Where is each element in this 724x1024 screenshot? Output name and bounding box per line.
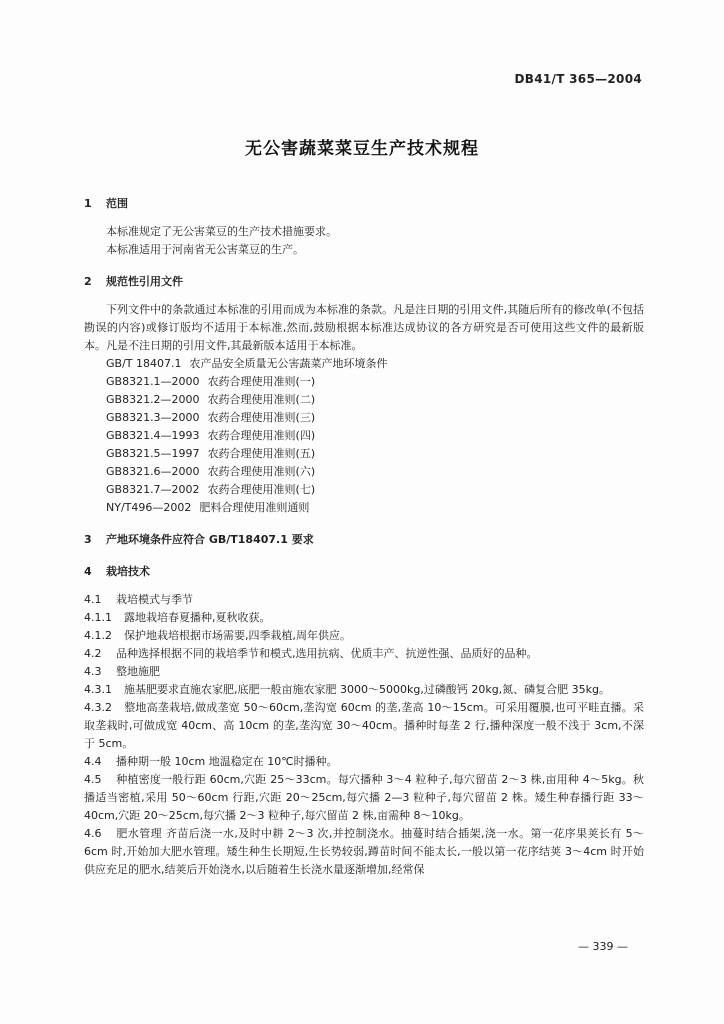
reference-code: GB8321.1—2000 (106, 375, 200, 388)
section-title: 产地环境条件应符合 GB/T18407.1 要求 (106, 533, 314, 546)
clause (84, 627, 644, 645)
section-title: 范围 (106, 197, 128, 210)
reference-name: 农药合理使用准则(一) (207, 375, 316, 388)
reference-name: 农药合理使用准则(六) (207, 465, 316, 478)
clause-number: 4.2 (84, 647, 102, 660)
paragraph: 本标准规定了无公害菜豆的生产技术措施要求。 (106, 225, 337, 238)
clause-text: 种植密度一般行距 60cm,穴距 25～33cm。每穴播种 3～4 粒种子,每穴留苗 2～3 株,亩用种 4～5kg。秋播适当密植,采用 50～60cm 行距,穴距 20～25cm,每穴播 2—3 粒种子,每穴留苗 2 株。矮生种春播行距 33～40cm,穴距 20～25cm,每穴播 2～3 粒种子,每穴留苗 2 株,亩需种 8～10kg。 (84, 773, 644, 822)
clause-text: 施基肥要求直施农家肥,底肥一般亩施农家肥 3000～5000kg,过磷酸钙 20kg,氮、磷复合肥 35kg。 (124, 683, 611, 696)
clause-text: 整地施肥 (116, 665, 160, 678)
clause-number: 4.4 (84, 755, 102, 768)
section-heading-normative-references (84, 273, 644, 291)
reference-name: 农药合理使用准则(四) (207, 429, 316, 442)
clause-number: 4.1 (84, 593, 102, 606)
clause (84, 609, 644, 627)
clause (84, 825, 644, 879)
reference-code: GB8321.6—2000 (106, 465, 200, 478)
clause-text: 栽培模式与季节 (116, 593, 193, 606)
clause (84, 681, 644, 699)
clause-text: 品种选择根据不同的栽培季节和模式,选用抗病、优质丰产、抗逆性强、品质好的品种。 (116, 647, 538, 660)
clause (84, 771, 644, 825)
section-number: 2 (84, 275, 92, 288)
reference-name: 农药合理使用准则(五) (207, 447, 316, 460)
clause (84, 753, 644, 771)
section-heading-cultivation (84, 563, 644, 581)
clause-text: 播种期一般 10cm 地温稳定在 10℃时播种。 (116, 755, 338, 768)
section-number: 1 (84, 197, 92, 210)
reference-item (84, 391, 644, 409)
clause-number: 4.5 (84, 773, 102, 786)
reference-code: GB8321.3—2000 (106, 411, 200, 424)
reference-code: GB8321.4—1993 (106, 429, 200, 442)
reference-code: GB/T 18407.1 (106, 357, 182, 370)
clause-text: 肥水管理 齐苗后浇一水,及时中耕 2～3 次,并控制浇水。抽蔓时结合插架,浇一水。第一花序果荚长有 5～6cm 时,开始加大肥水管理。矮生种生长期短,生长势较弱,蹲苗时间不能太长,一般以第一花序结荚 3～4cm 时开始供应充足的肥水,结荚后开始浇水,以后随着生长浇水量逐渐增加,经常保 (84, 827, 644, 876)
clause-number: 4.3.1 (84, 683, 112, 696)
reference-item (84, 373, 644, 391)
clause (84, 645, 644, 663)
reference-item (84, 445, 644, 463)
reference-name: 农药合理使用准则(二) (207, 393, 316, 406)
reference-name: 肥料合理使用准则通则 (199, 501, 310, 514)
reference-item (84, 481, 644, 499)
clause-text: 保护地栽培根据市场需要,四季栽植,周年供应。 (124, 629, 351, 642)
reference-item (84, 409, 644, 427)
reference-item (84, 499, 644, 517)
reference-item (84, 427, 644, 445)
section-number: 3 (84, 533, 92, 546)
standard-code: DB41/T 365—2004 (514, 72, 642, 86)
section-title: 栽培技术 (106, 565, 150, 578)
document-body (84, 195, 644, 879)
reference-item (84, 463, 644, 481)
clause-text: 露地栽培春夏播种,夏秋收获。 (124, 611, 271, 624)
section-number: 4 (84, 565, 92, 578)
reference-name: 农药合理使用准则(三) (207, 411, 316, 424)
paragraph: 下列文件中的条款通过本标准的引用而成为本标准的条款。凡是注日期的引用文件,其随后所有的修改单(不包括勘误的内容)或修订版均不适用于本标准,然而,鼓励根据本标准达成协议的各方研究是否可使用这些文件的最新版本。凡是不注日期的引用文件,其最新版本适用于本标准。 (84, 303, 644, 352)
clause (84, 591, 644, 609)
clause-number: 4.1.1 (84, 611, 112, 624)
document-title: 无公害蔬菜菜豆生产技术规程 (245, 139, 479, 159)
clause-number: 4.6 (84, 827, 102, 840)
reference-name: 农产品安全质量无公害蔬菜产地环境条件 (189, 357, 388, 370)
section-title: 规范性引用文件 (106, 275, 183, 288)
section-heading-scope (84, 195, 644, 213)
reference-list (84, 355, 644, 517)
reference-code: GB8321.5—1997 (106, 447, 200, 460)
reference-code: GB8321.7—2002 (106, 483, 200, 496)
paragraph: 本标准适用于河南省无公害菜豆的生产。 (106, 243, 304, 256)
clause-number: 4.3.2 (84, 701, 112, 714)
page-number: — 339 — (578, 940, 628, 953)
clause (84, 699, 644, 753)
reference-code: GB8321.2—2000 (106, 393, 200, 406)
clause-number: 4.1.2 (84, 629, 112, 642)
clause-number: 4.3 (84, 665, 102, 678)
reference-item (84, 355, 644, 373)
clause (84, 663, 644, 681)
section-heading-environment (84, 531, 644, 549)
reference-code: NY/T496—2002 (106, 501, 192, 514)
reference-name: 农药合理使用准则(七) (207, 483, 316, 496)
clause-text: 整地高垄栽培,做成垄宽 50～60cm,垄沟宽 60cm 的垄,垄高 10～15cm。可采用覆膜,也可平畦直播。采取垄栽时,可做成宽 40cm、高 10cm 的垄,垄沟宽 30～40cm。播种时每垄 2 行,播种深度一般不浅于 3cm,不深于 5cm。 (84, 701, 644, 750)
